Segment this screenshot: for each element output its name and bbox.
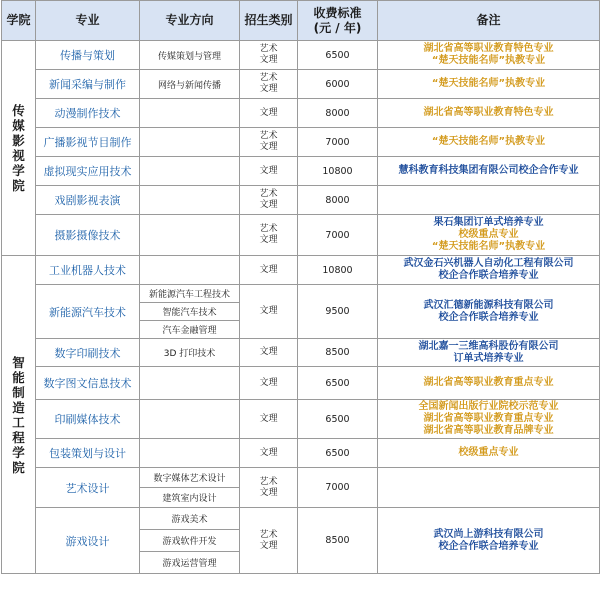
note-cell (378, 285, 600, 339)
fee-cell: 10800 (298, 157, 378, 186)
table-row (2, 468, 600, 488)
direction-cell: 数字媒体艺术设计 (140, 468, 240, 488)
fee-cell: 8000 (298, 99, 378, 128)
table-row (2, 508, 600, 530)
table-row (2, 339, 600, 367)
note-line: 湖北省高等职业教育重点专业 (423, 413, 554, 424)
fee-cell: 6500 (298, 367, 378, 400)
college-name: 智能制造工程学院 (12, 354, 25, 475)
note-line: 果石集团订单式培养专业 (433, 217, 544, 228)
category-cell (240, 508, 298, 574)
note-cell (378, 400, 600, 439)
header-row (2, 1, 600, 41)
fee-cell: 7000 (298, 468, 378, 508)
direction-cell: 智能汽车技术 (140, 303, 240, 321)
note-cell (378, 99, 600, 128)
table-row (2, 439, 600, 468)
major-cell: 游戏设计 (36, 508, 140, 574)
category-cell (240, 400, 298, 439)
major-cell: 数字印刷技术 (36, 339, 140, 367)
direction-cell (140, 256, 240, 285)
fee-cell: 6500 (298, 41, 378, 70)
category-line: 艺术 (259, 529, 278, 540)
college-cell (2, 41, 36, 256)
direction-cell: 网络与新闻传播 (140, 70, 240, 99)
fee-cell: 8000 (298, 186, 378, 215)
note-line: 全国新闻出版行业院校示范专业 (418, 401, 559, 412)
direction-cell (140, 157, 240, 186)
header-direction: 专业方向 (140, 1, 240, 41)
note-line: 慧科教育科技集团有限公司校企合作专业 (398, 165, 579, 176)
major-cell: 印刷媒体技术 (36, 400, 140, 439)
major-cell: 艺术设计 (36, 468, 140, 508)
fee-cell: 9500 (298, 285, 378, 339)
major-cell: 虚拟现实应用技术 (36, 157, 140, 186)
category-line: 艺术 (259, 476, 278, 487)
note-line: 武汉汇德新能源科技有限公司 (423, 299, 554, 311)
college-name: 传媒影视学院 (12, 103, 25, 193)
category-cell (240, 128, 298, 157)
direction-cell: 汽车金融管理 (140, 321, 240, 339)
category-line: 文理 (259, 142, 278, 152)
note-line: 湖北省高等职业教育特色专业 (423, 43, 554, 54)
category-line: 艺术 (259, 131, 278, 141)
category-cell (240, 186, 298, 215)
category-cell (240, 215, 298, 256)
note-line: 湖北省高等职业教育品牌专业 (423, 425, 554, 436)
category-line: 艺术 (259, 73, 278, 83)
direction-cell: 游戏运营管理 (140, 552, 240, 574)
table-row (2, 367, 600, 400)
category-cell (240, 339, 298, 367)
fee-cell: 6500 (298, 439, 378, 468)
category-line: 文理 (259, 264, 278, 275)
table-row (2, 400, 600, 439)
category-cell (240, 256, 298, 285)
category-line: 文理 (259, 377, 278, 388)
note-line: 湖北嘉一三维高科股份有限公司 (418, 340, 559, 352)
category-line: 文理 (259, 447, 278, 458)
direction-cell: 建筑室内设计 (140, 488, 240, 508)
note-line: 武汉金石兴机器人自动化工程有限公司 (403, 258, 574, 269)
major-cell: 传播与策划 (36, 41, 140, 70)
direction-cell: 游戏美术 (140, 508, 240, 530)
note-line: 武汉尚上游科技有限公司 (433, 528, 544, 540)
header-college: 学院 (2, 1, 36, 41)
category-line: 文理 (259, 165, 278, 176)
table-row (2, 99, 600, 128)
note-line: 校企合作联合培养专业 (438, 270, 539, 281)
category-line: 文理 (259, 413, 278, 424)
direction-cell (140, 439, 240, 468)
header-category: 招生类别 (240, 1, 298, 41)
category-line: 文理 (259, 540, 278, 551)
category-line: 文理 (259, 306, 278, 316)
major-cell: 广播影视节目制作 (36, 128, 140, 157)
header-note: 备注 (378, 1, 600, 41)
note-line: “楚天技能名师”执教专业 (431, 55, 546, 66)
note-line: 订单式培养专业 (453, 352, 524, 364)
fee-cell: 7000 (298, 215, 378, 256)
fee-cell: 10800 (298, 256, 378, 285)
category-line: 艺术 (259, 224, 278, 234)
category-line: 文理 (259, 487, 278, 498)
category-line: 文理 (259, 347, 278, 357)
fee-cell: 8500 (298, 339, 378, 367)
note-line: 湖北省高等职业教育重点专业 (423, 377, 554, 388)
note-line: 校企合作联合培养专业 (438, 311, 539, 323)
category-line: 文理 (259, 55, 278, 65)
note-cell (378, 70, 600, 99)
major-cell: 工业机器人技术 (36, 256, 140, 285)
direction-cell (140, 400, 240, 439)
category-line: 文理 (259, 200, 278, 210)
fee-cell: 6500 (298, 400, 378, 439)
table-row (2, 285, 600, 303)
note-line: “楚天技能名师”执教专业 (431, 136, 546, 147)
fee-cell: 6000 (298, 70, 378, 99)
note-cell (378, 367, 600, 400)
category-line: 艺术 (259, 189, 278, 199)
direction-cell (140, 215, 240, 256)
fee-cell: 8500 (298, 508, 378, 574)
note-cell (378, 157, 600, 186)
table-row (2, 128, 600, 157)
note-cell (378, 256, 600, 285)
header-fee-line2: (元 / 年) (313, 20, 362, 35)
category-cell (240, 367, 298, 400)
major-cell: 新闻采编与制作 (36, 70, 140, 99)
category-line: 文理 (259, 84, 278, 94)
category-cell (240, 439, 298, 468)
direction-cell: 传媒策划与管理 (140, 41, 240, 70)
major-cell: 戏剧影视表演 (36, 186, 140, 215)
direction-cell (140, 367, 240, 400)
note-line: 校级重点专业 (458, 447, 519, 458)
major-cell: 动漫制作技术 (36, 99, 140, 128)
major-cell: 数字图文信息技术 (36, 367, 140, 400)
note-cell (378, 215, 600, 256)
note-line: 校级重点专业 (458, 229, 519, 240)
note-cell (378, 439, 600, 468)
note-cell (378, 186, 600, 215)
note-cell (378, 128, 600, 157)
note-line: “楚天技能名师”执教专业 (431, 241, 546, 252)
category-cell (240, 157, 298, 186)
direction-cell (140, 186, 240, 215)
direction-cell: 3D 打印技术 (140, 339, 240, 367)
note-line: 湖北省高等职业教育特色专业 (423, 107, 554, 118)
major-cell: 包装策划与设计 (36, 439, 140, 468)
direction-cell: 新能源汽车工程技术 (140, 285, 240, 303)
category-cell (240, 70, 298, 99)
college-cell (2, 256, 36, 574)
header-major: 专业 (36, 1, 140, 41)
major-cell: 摄影摄像技术 (36, 215, 140, 256)
table-body (2, 41, 600, 574)
major-cell: 新能源汽车技术 (36, 285, 140, 339)
direction-cell (140, 128, 240, 157)
header-fee (298, 1, 378, 41)
category-cell (240, 468, 298, 508)
direction-cell (140, 99, 240, 128)
note-cell (378, 468, 600, 508)
category-cell (240, 41, 298, 70)
note-cell (378, 339, 600, 367)
category-cell (240, 285, 298, 339)
category-line: 文理 (259, 235, 278, 245)
table-row (2, 215, 600, 256)
note-cell (378, 41, 600, 70)
fee-cell: 7000 (298, 128, 378, 157)
category-line: 艺术 (259, 44, 278, 54)
table-row (2, 157, 600, 186)
note-line: 校企合作联合培养专业 (438, 540, 539, 552)
table-row (2, 256, 600, 285)
note-cell (378, 508, 600, 574)
direction-cell: 游戏软件开发 (140, 530, 240, 552)
header-fee-line1: 收费标准 (313, 5, 362, 20)
enrollment-fee-table (1, 0, 600, 574)
table-row (2, 41, 600, 70)
category-line: 文理 (259, 107, 278, 118)
note-line: “楚天技能名师”执教专业 (431, 78, 546, 89)
category-cell (240, 99, 298, 128)
table-row (2, 186, 600, 215)
table-row (2, 70, 600, 99)
